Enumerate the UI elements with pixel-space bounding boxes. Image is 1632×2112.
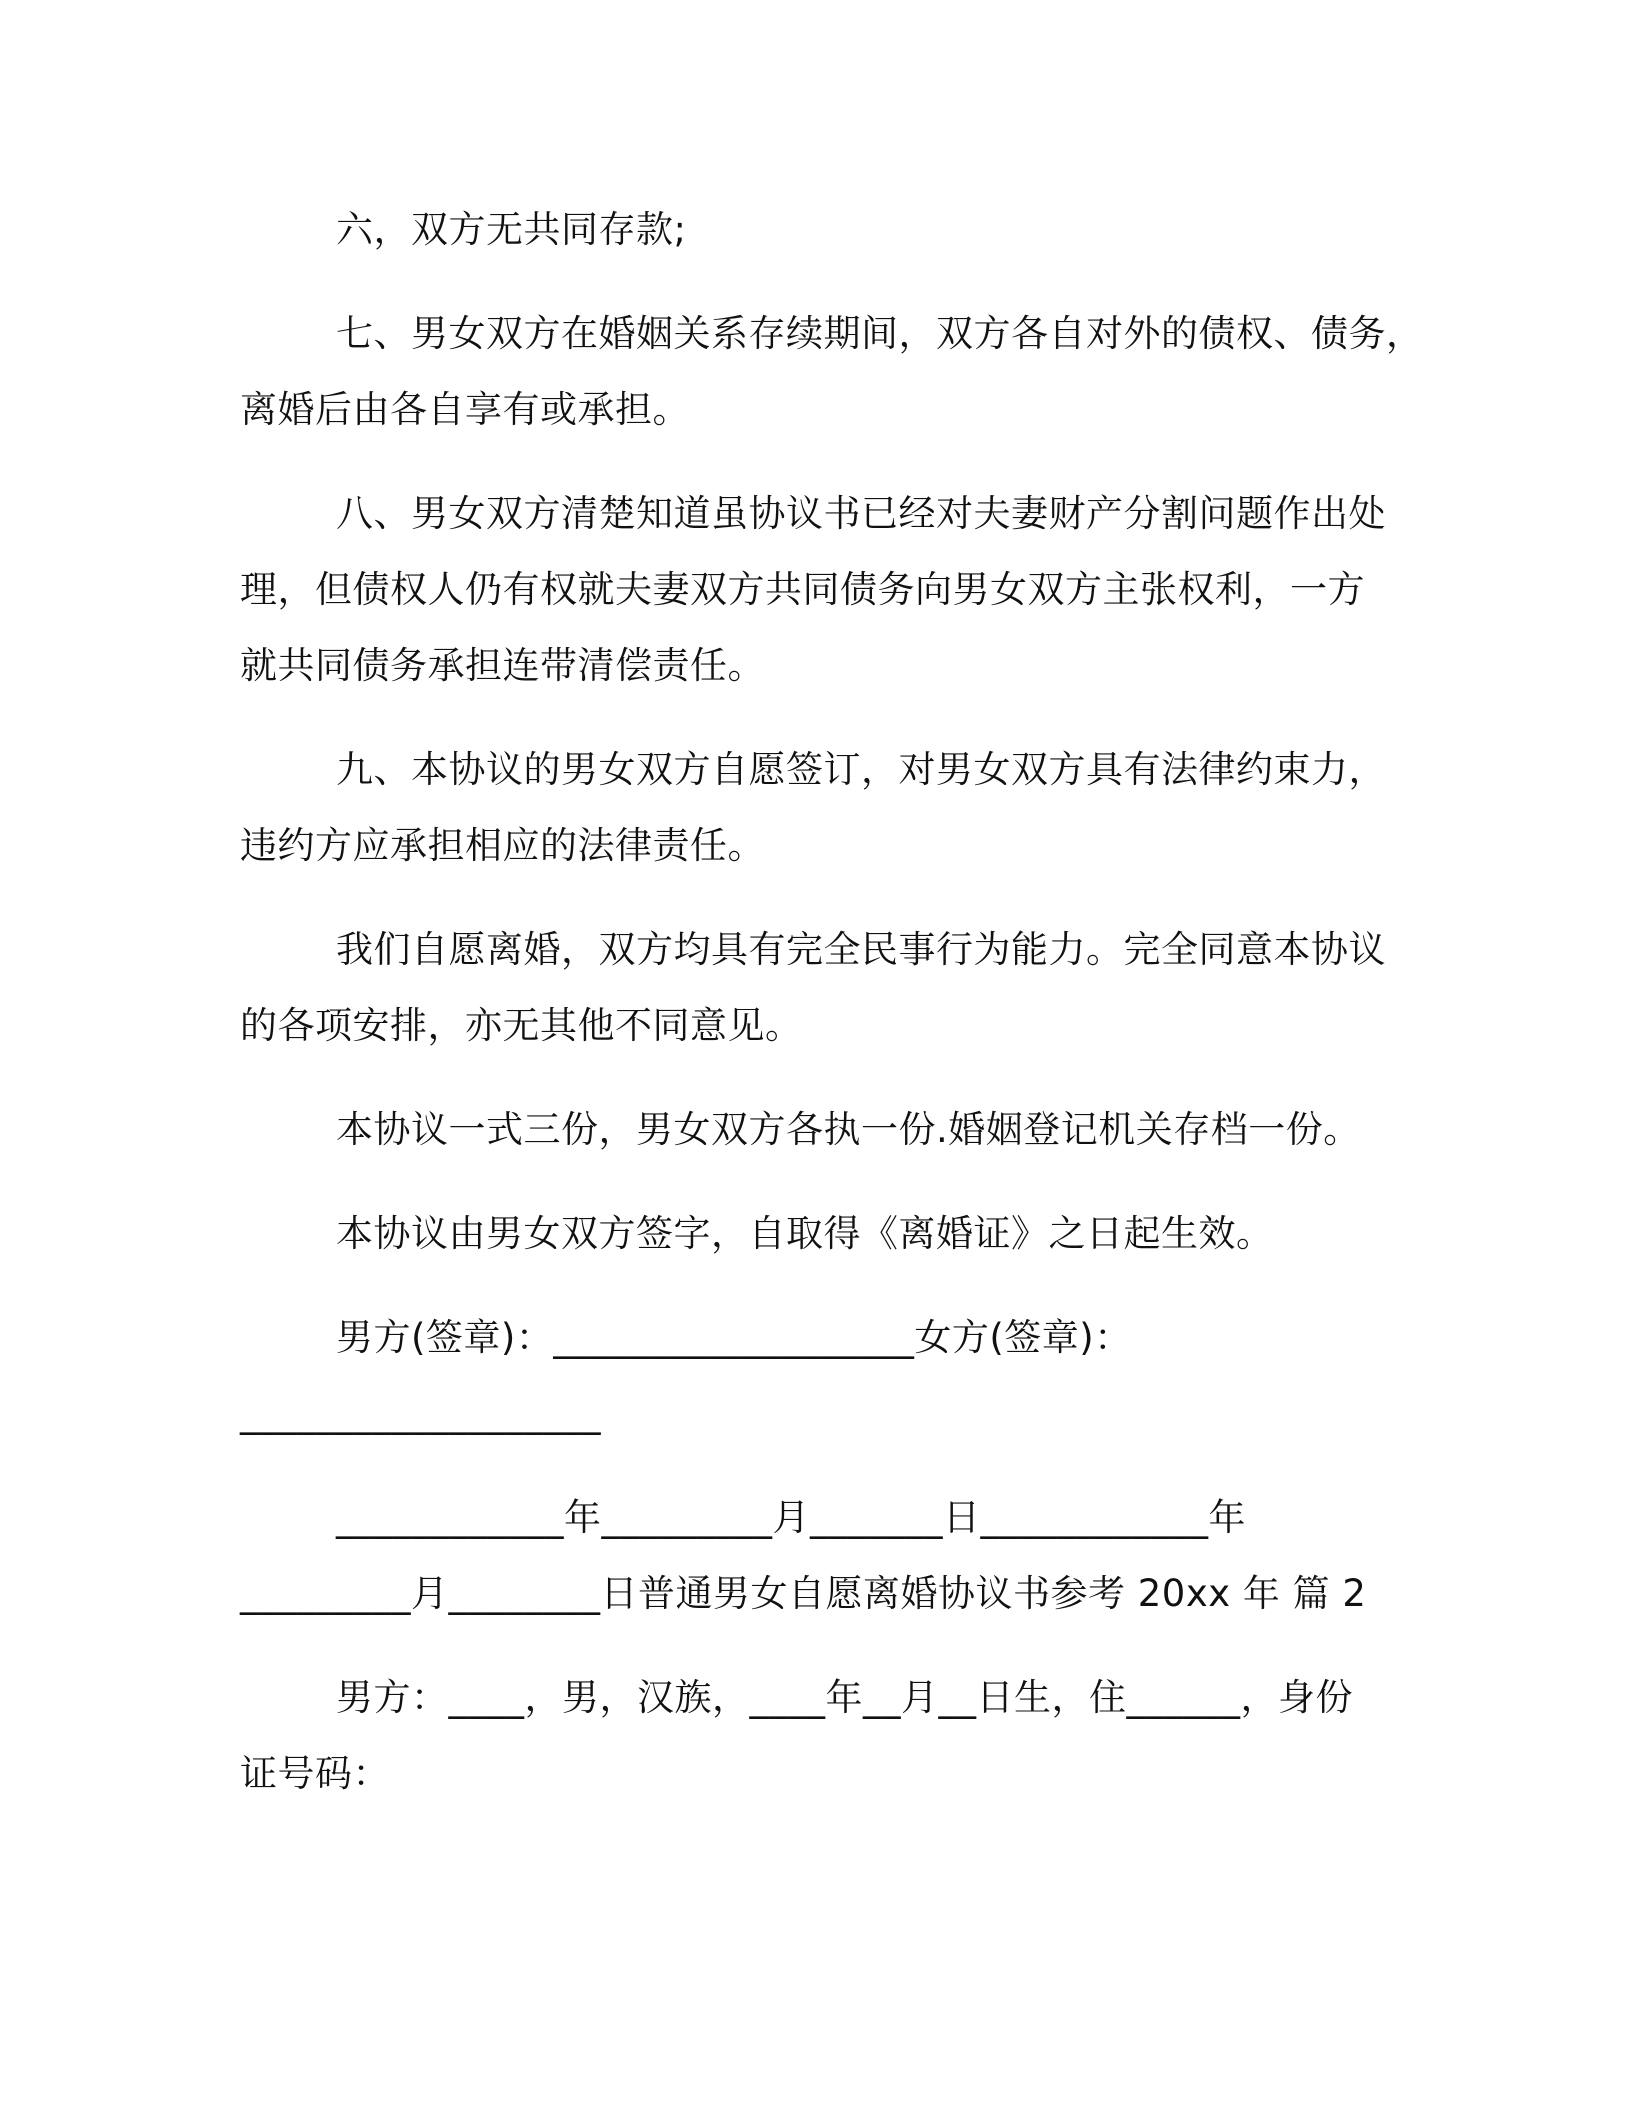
signature-line-1: 男方(签章)：___________________女方(签章)： <box>336 1316 1132 1359</box>
voluntary-statement <box>240 912 1400 1064</box>
clause-nine <box>240 732 1400 884</box>
clause-seven-line-1: 七、男女双方在婚姻关系存续期间，双方各自对外的债权、债务， <box>336 312 1424 355</box>
clause-seven <box>240 296 1424 448</box>
male-party-line-1: 男方：____，男，汉族，____年__月__日生，住______，身份 <box>336 1676 1353 1719</box>
copies-statement-line-1: 本协议一式三份，男女双方各执一份.婚姻登记机关存档一份。 <box>336 1108 1361 1151</box>
clause-eight <box>240 476 1400 704</box>
clause-eight-line-3: 就共同债务承担连带清偿责任。 <box>240 644 765 687</box>
date-block <box>240 1480 1400 1632</box>
male-party-line-2: 证号码： <box>240 1752 390 1795</box>
clause-six-line-1: 六，双方无共同存款; <box>336 208 687 251</box>
copies-statement <box>240 1092 1400 1168</box>
signature-line-2: ___________________ <box>240 1392 601 1435</box>
voluntary-statement-line-1: 我们自愿离婚，双方均具有完全民事行为能力。完全同意本协议 <box>336 928 1386 971</box>
clause-seven-line-2: 离婚后由各自享有或承担。 <box>240 388 690 431</box>
document-body <box>240 192 1424 1840</box>
clause-eight-line-2: 理，但债权人仍有权就夫妻双方共同债务向男女双方主张权利，一方 <box>240 568 1365 611</box>
voluntary-statement-line-2: 的各项安排，亦无其他不同意见。 <box>240 1004 803 1047</box>
signature-block <box>240 1300 1400 1452</box>
male-party-info <box>240 1660 1400 1812</box>
clause-eight-line-1: 八、男女双方清楚知道虽协议书已经对夫妻财产分割问题作出处 <box>336 492 1386 535</box>
date-line-1: ____________年_________月_______日____________年 <box>336 1496 1246 1539</box>
date-line-2: _________月________日普通男女自愿离婚协议书参考 20xx 年 篇 2 <box>240 1572 1367 1615</box>
clause-nine-line-1: 九、本协议的男女双方自愿签订，对男女双方具有法律约束力， <box>336 748 1386 791</box>
effective-statement <box>240 1196 1400 1272</box>
clause-nine-line-2: 违约方应承担相应的法律责任。 <box>240 824 765 867</box>
effective-statement-line-1: 本协议由男女双方签字，自取得《离婚证》之日起生效。 <box>336 1212 1274 1255</box>
clause-six <box>240 192 1400 268</box>
